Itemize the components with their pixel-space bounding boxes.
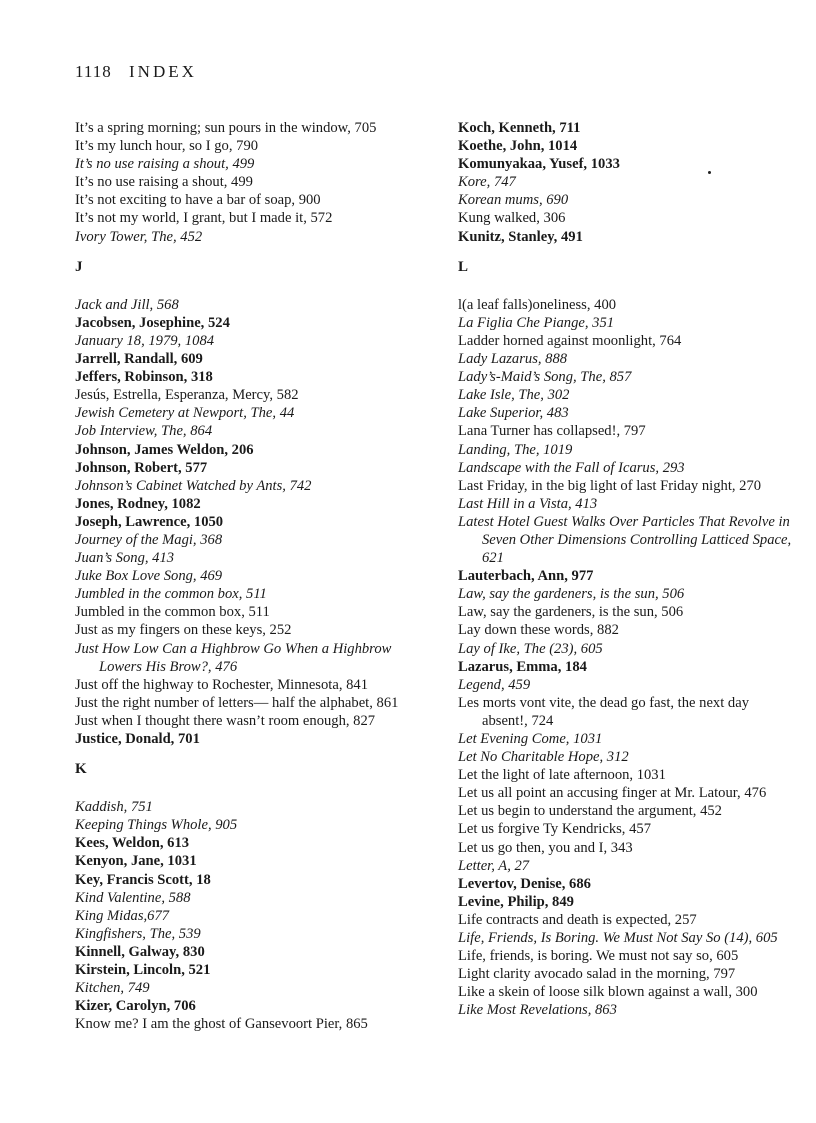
index-entry: Komunyakaa, Yusef, 1033 xyxy=(458,156,620,173)
index-entry: Jesús, Estrella, Esperanza, Mercy, 582 xyxy=(75,387,299,404)
index-entry: Latest Hotel Guest Walks Over Particles That Revolve in Seven Other Dimensions Controlling Latticed Space, 621 xyxy=(458,513,792,567)
index-entry: Kind Valentine, 588 xyxy=(75,889,191,906)
index-entry: Ivory Tower, The, 452 xyxy=(75,228,203,245)
index-entry: Last Friday, in the big light of last Friday night, 270 xyxy=(458,477,762,494)
index-entry: Koethe, John, 1014 xyxy=(458,138,578,155)
index-entry: Jewish Cemetery at Newport, The, 44 xyxy=(75,405,295,422)
index-entry: January 18, 1979, 1084 xyxy=(75,332,215,349)
index-entry: Landscape with the Fall of Icarus, 293 xyxy=(458,459,685,476)
index-entry: Life, Friends, Is Boring. We Must Not Say So (14), 605 xyxy=(458,930,778,947)
index-entry: Let us begin to understand the argument, 452 xyxy=(458,803,722,820)
index-entry: Kung walked, 306 xyxy=(458,210,566,227)
index-entry: Lake Isle, The, 302 xyxy=(458,387,570,404)
index-entry: Levertov, Denise, 686 xyxy=(458,875,591,892)
index-entry: Juan’s Song, 413 xyxy=(75,550,175,567)
index-column-right xyxy=(458,119,798,1020)
index-entry: Job Interview, The, 864 xyxy=(75,423,213,440)
index-entry: Jones, Rodney, 1082 xyxy=(75,495,201,512)
index-entry: Jeffers, Robinson, 318 xyxy=(75,369,213,386)
index-entry: Jumbled in the common box, 511 xyxy=(75,604,270,621)
index-column-left xyxy=(75,119,405,1033)
index-entry: Kirstein, Lincoln, 521 xyxy=(75,962,211,979)
index-entry: Kees, Weldon, 613 xyxy=(75,835,190,852)
index-entry: Kenyon, Jane, 1031 xyxy=(75,853,197,870)
page-number: 1118 xyxy=(75,62,112,81)
index-entry: Just How Low Can a Highbrow Go When a Highbrow Lowers His Brow?, 476 xyxy=(75,640,392,675)
index-entry: Life, friends, is boring. We must not say so, 605 xyxy=(458,948,739,965)
index-entry: It’s not exciting to have a bar of soap, 900 xyxy=(75,192,321,209)
index-entry: Kizer, Carolyn, 706 xyxy=(75,998,196,1015)
index-entry: Let No Charitable Hope, 312 xyxy=(458,749,629,766)
index-entry: Like a skein of loose silk blown against a wall, 300 xyxy=(458,984,758,1001)
index-entry: Kingfishers, The, 539 xyxy=(75,925,201,942)
index-entry: Lauterbach, Ann, 977 xyxy=(458,568,594,585)
index-entry: Les morts vont vite, the dead go fast, the next day absent!, 724 xyxy=(458,694,749,729)
index-entry: Lay of Ike, The (23), 605 xyxy=(458,640,603,657)
index-entry: Let us forgive Ty Kendricks, 457 xyxy=(458,821,651,838)
page-header xyxy=(75,62,197,82)
index-entry: l(a leaf falls)oneliness, 400 xyxy=(458,296,617,313)
index-entry: It’s my lunch hour, so I go, 790 xyxy=(75,138,259,155)
index-entry: King Midas,677 xyxy=(75,907,170,924)
index-entry: Like Most Revelations, 863 xyxy=(458,1002,617,1019)
index-entry: Johnson, Robert, 577 xyxy=(75,459,208,476)
index-entry: It’s a spring morning; sun pours in the window, 705 xyxy=(75,120,377,136)
index-entry: Law, say the gardeners, is the sun, 506 xyxy=(458,586,685,603)
index-entry: Letter, A, 27 xyxy=(458,857,530,874)
index-entry: Life contracts and death is expected, 257 xyxy=(458,911,697,928)
index-entry: Legend, 459 xyxy=(458,676,531,693)
index-entry: Keeping Things Whole, 905 xyxy=(75,817,238,834)
index-entry: Let the light of late afternoon, 1031 xyxy=(458,767,666,784)
index-entry: Lana Turner has collapsed!, 797 xyxy=(458,423,646,440)
index-entry: Jumbled in the common box, 511 xyxy=(75,586,267,603)
index-entry: Landing, The, 1019 xyxy=(458,441,573,458)
index-entry: Let Evening Come, 1031 xyxy=(458,731,603,747)
index-entry: Journey of the Magi, 368 xyxy=(75,531,223,548)
index-entry: Just off the highway to Rochester, Minnesota, 841 xyxy=(75,676,369,693)
index-entry: Ladder horned against moonlight, 764 xyxy=(458,332,682,349)
index-entry: Kitchen, 749 xyxy=(75,980,150,997)
index-entry: Kinnell, Galway, 830 xyxy=(75,943,205,960)
index-entry: Lay down these words, 882 xyxy=(458,622,619,639)
index-entry: Just the right number of letters— half the alphabet, 861 xyxy=(75,694,399,711)
index-entry: Johnson’s Cabinet Watched by Ants, 742 xyxy=(75,477,312,494)
index-entry: Kunitz, Stanley, 491 xyxy=(458,228,583,245)
index-entry: It’s no use raising a shout, 499 xyxy=(75,174,253,191)
index-entry: Law, say the gardeners, is the sun, 506 xyxy=(458,604,684,621)
index-entry: Korean mums, 690 xyxy=(458,192,569,209)
index-entry: La Figlia Che Piange, 351 xyxy=(458,314,615,331)
index-entry: Just when I thought there wasn’t room enough, 827 xyxy=(75,712,376,729)
index-entry: Justice, Donald, 701 xyxy=(75,731,200,747)
index-entry: Kaddish, 751 xyxy=(75,799,153,816)
page-title: INDEX xyxy=(129,62,197,81)
index-entry: Koch, Kenneth, 711 xyxy=(458,120,581,136)
index-entry: Joseph, Lawrence, 1050 xyxy=(75,513,224,530)
index-entry: Lady’s-Maid’s Song, The, 857 xyxy=(458,369,632,386)
index-entry: Jacobsen, Josephine, 524 xyxy=(75,314,230,331)
index-entry: Juke Box Love Song, 469 xyxy=(75,568,223,585)
index-entry: Johnson, James Weldon, 206 xyxy=(75,441,254,458)
index-entry: Lazarus, Emma, 184 xyxy=(458,658,587,675)
section-letter: J xyxy=(75,258,83,275)
index-entry: Jack and Jill, 568 xyxy=(75,296,179,313)
index-entry: Levine, Philip, 849 xyxy=(458,893,574,910)
index-entry: Kore, 747 xyxy=(458,174,516,191)
section-letter: K xyxy=(75,761,87,778)
index-entry: Let us go then, you and I, 343 xyxy=(458,839,633,856)
section-letter: L xyxy=(458,258,469,275)
index-entry: Light clarity avocado salad in the morning, 797 xyxy=(458,966,736,983)
print-speck xyxy=(708,171,711,174)
index-entry: Know me? I am the ghost of Gansevoort Pier, 865 xyxy=(75,1016,368,1033)
index-entry: Key, Francis Scott, 18 xyxy=(75,871,211,888)
index-entry: Just as my fingers on these keys, 252 xyxy=(75,622,292,639)
index-entry: It’s no use raising a shout, 499 xyxy=(75,156,255,173)
index-entry: Jarrell, Randall, 609 xyxy=(75,351,203,368)
index-entry: It’s not my world, I grant, but I made it, 572 xyxy=(75,210,333,227)
index-entry: Last Hill in a Vista, 413 xyxy=(458,495,598,512)
index-entry: Lady Lazarus, 888 xyxy=(458,351,568,368)
index-entry: Let us all point an accusing finger at Mr. Latour, 476 xyxy=(458,785,767,802)
index-entry: Lake Superior, 483 xyxy=(458,405,569,422)
